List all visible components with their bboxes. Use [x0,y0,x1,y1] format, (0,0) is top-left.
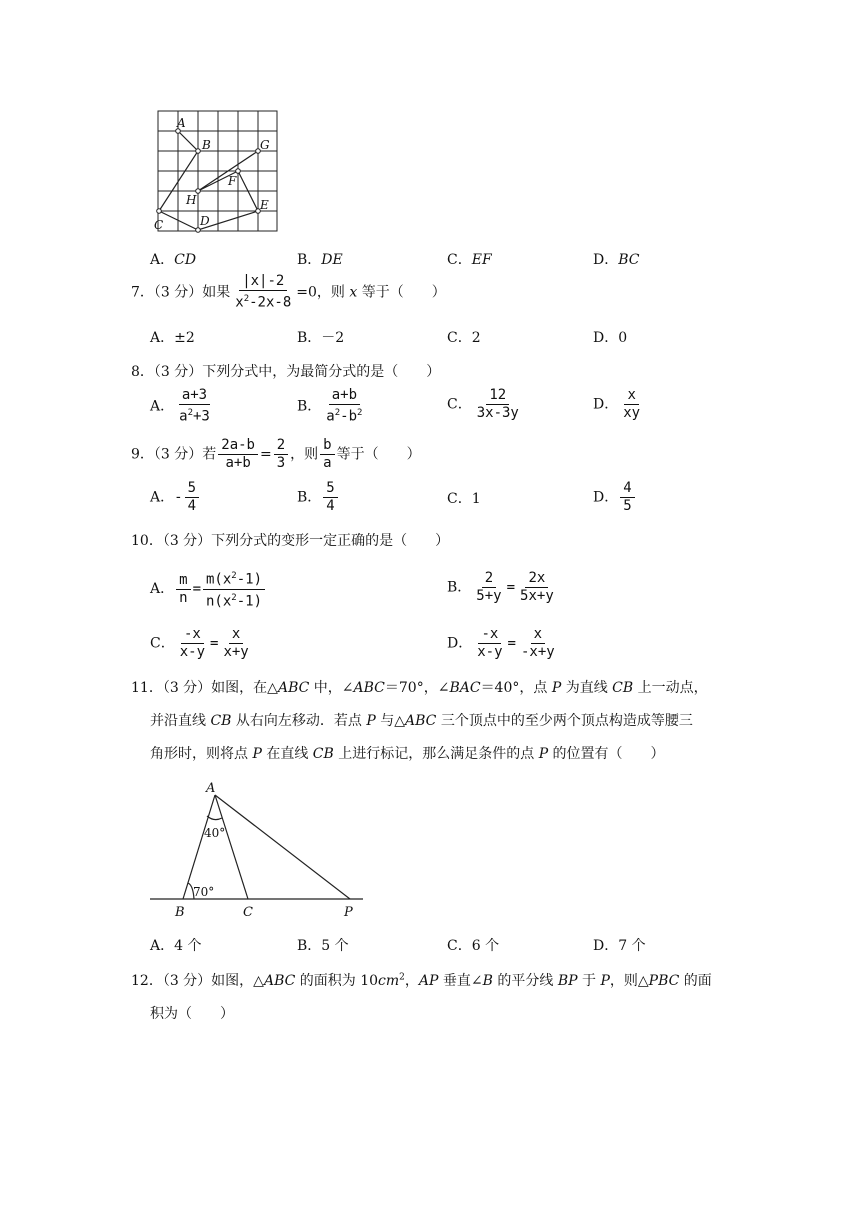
q7-fraction [232,273,294,312]
q9-option-a[interactable]: A．- $\frac{5}{4}$ [150,480,201,515]
q10-option-d[interactable]: D． $\frac{-x}{x-y}$ = $\frac{x}{-x+y}$ [447,626,555,660]
fig-label-c: C [243,905,253,918]
q6-option-b[interactable] [297,249,343,269]
option-letter: B． [297,252,322,268]
option-text: EF [471,252,492,268]
q7-denominator: $x^2-2x-8$ [235,294,292,311]
option-text: BC [618,252,640,268]
q9-option-b[interactable]: B． $\frac{5}{4}$ [297,480,340,515]
q8-option-c[interactable]: C． $\frac{12}{3x-3y}$ [447,387,519,421]
q7-option-c[interactable]: C．2 [447,330,481,346]
q11-option-d[interactable]: D．7 个 [593,938,646,954]
q7-equals: =0，则 [296,284,350,301]
option-text: DE [321,252,343,268]
q9-option-c[interactable]: C．1 [447,491,481,507]
label-a: A [177,116,186,130]
q6-option-c[interactable] [447,249,492,269]
angle-40-label: 40° [204,826,226,840]
option-letter: A． [150,252,175,268]
q7-suffix: 等于（ ） [357,284,446,301]
q10-option-b[interactable]: B． $\frac{2}{5+y}$ = $\frac{2x}{5x+y}$ [447,570,554,604]
question-12-line-1: 12．（3 分）如图，△ABC 的面积为 $10cm^2$，AP 垂直∠B 的平分线 BP 于 P，则△PBC 的面 [131,972,712,989]
q7-option-b[interactable]: B．－2 [297,330,345,346]
option-text: CD [174,252,197,268]
q8-option-d[interactable]: D． $\frac{x}{xy}$ [593,387,641,421]
q7-prefix: 7．（3 分）如果 [131,284,231,301]
question-10: 10．（3 分）下列分式的变形一定正确的是（ ） [131,533,450,549]
question-11-line-3: 角形时，则将点 P 在直线 CB 上进行标记，那么满足条件的点 P 的位置有（ ） [150,746,665,762]
question-7 [131,273,446,312]
label-d: D [200,214,210,228]
label-g: G [260,138,270,152]
q10-option-c[interactable]: C． $\frac{-x}{x-y}$ = $\frac{x}{x+y}$ [150,626,249,660]
label-h: H [186,193,197,207]
fig-label-p: P [344,905,353,918]
grid-figure [150,105,285,235]
q8-option-a[interactable]: A． $\frac{a+3}{a^2+3}$ [150,387,210,425]
q7-numerator: |x|-2 [239,273,287,291]
label-b: B [202,138,211,152]
q8-option-b[interactable]: B． $\frac{a+b}{a^2-b^2}$ [297,387,363,425]
label-e: E [260,198,269,212]
q10-option-a[interactable]: A． $\frac{m}{n}$ = $\frac{m(x^2-1)}{n(x^2-1)}$ [150,568,267,610]
q11-option-b[interactable]: B．5 个 [297,938,349,954]
question-11-line-2: 并沿直线 CB 从右向左移动．若点 P 与△ABC 三个顶点中的至少两个顶点构造成等腰三 [150,713,693,729]
question-9: 9．（3 分）若 $\frac{2a-b}{a+b}$ = $\frac{2}{3}$ ，则 $\frac{b}{a}$ 等于（ ） [131,437,421,471]
fig-label-a: A [206,781,216,796]
q11-option-c[interactable]: C．6 个 [447,938,500,954]
fig-label-b: B [175,905,185,918]
q6-option-d[interactable] [593,249,640,269]
q6-option-a[interactable] [150,249,196,269]
question-8: 8．（3 分）下列分式中，为最简分式的是（ ） [131,364,441,380]
q7-option-d[interactable]: D．0 [593,330,628,346]
q11-option-a[interactable]: A．4 个 [150,938,202,954]
triangle-lines [150,795,363,899]
option-letter: D． [593,252,619,268]
angle-70-label: 70° [193,885,215,899]
label-f: F [228,174,237,188]
q7-option-a[interactable]: A．±2 [150,330,195,346]
question-12-line-2: 积为（ ） [150,1006,234,1022]
label-c: C [154,218,164,232]
q7-var: x [349,284,358,301]
option-letter: C． [447,252,472,268]
question-11-line-1: 11．（3 分）如图，在△ABC 中，∠ABC＝70°，∠BAC＝40°，点 P 为直线 CB 上一动点， [131,680,708,696]
triangle-figure [148,778,368,918]
q9-option-d[interactable]: D． $\frac{4}{5}$ [593,480,637,515]
